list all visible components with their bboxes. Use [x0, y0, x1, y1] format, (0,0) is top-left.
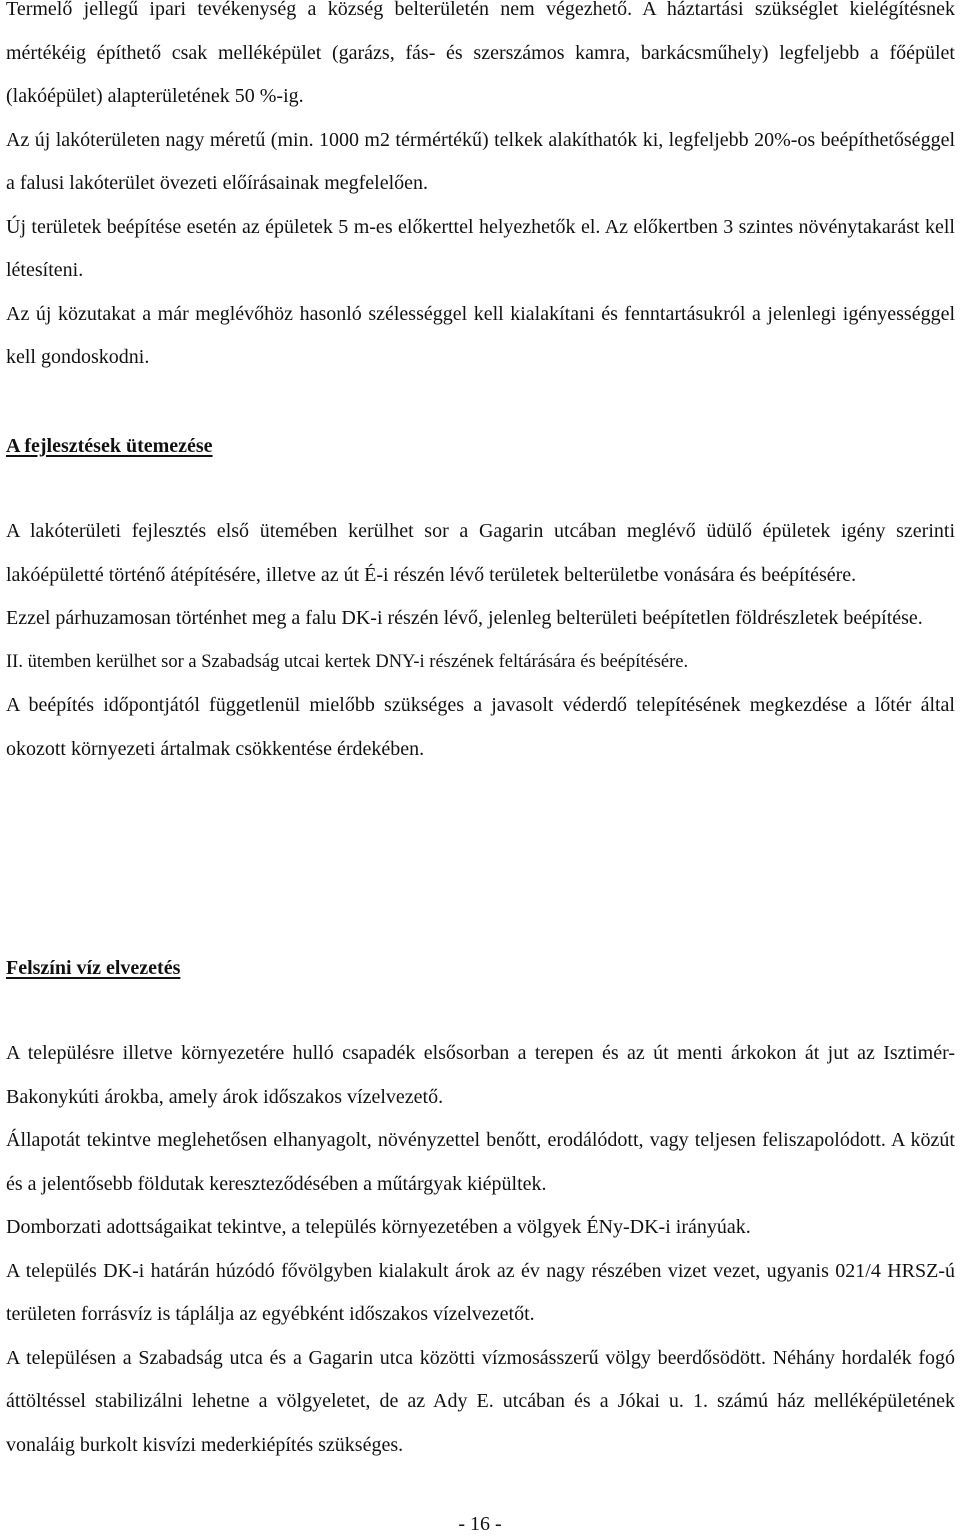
paragraph-plot-sizes: Az új lakóterületen nagy méretű (min. 1000 m2 térmértékű) telkek alakíthatók ki, legfeljebb 20%-os beépíthetőséggel a falusi lakóterület övezeti előírásainak megfelelően.: [6, 128, 955, 194]
paragraph-gully-stabilization: A településen a Szabadság utca és a Gagarin utca közötti vízmosásszerű völgy beerdősödött. Néhány hordalék fogó áttöltéssel stabilizálni lehetne a völgyeletet, de az Ady E. utcában és a Jókai u. 1. számú ház melléképületének vonaláig burkolt kisvízi mederkiépítés szükséges.: [6, 1346, 955, 1456]
surface-water-text: [6, 1032, 955, 1467]
paragraph-protective-forest: A beépítés időpontjától függetlenül mielőbb szükséges a javasolt véderdő telepítésének megkezdése a lőtér által okozott környezeti ártalmak csökkentése érdekében.: [6, 694, 955, 760]
paragraph-valley-orientation: Domborzati adottságaikat tekintve, a település környezetében a völgyek ÉNy-DK-i irányúak.: [6, 1216, 751, 1238]
paragraph-building-rules: Termelő jellegű ipari tevékenység a község belterületén nem végezhető. A háztartási szükséglet kielégítésnek mértékéig építhető csak melléképület (garázs, fás- és szerszámos kamra, barkácsműhely) legfeljebb a főépület (lakóépület) alapterületének 50 %-ig.: [6, 0, 955, 107]
paragraph-second-phase: II. ütemben kerülhet sor a Szabadság utcai kertek DNY-i részének feltárására és beépítésére.: [6, 651, 689, 672]
paragraph-main-valley: A település DK-i határán húzódó fővölgyben kialakult árok az év nagy részében vizet vezet, ugyanis 021/4 HRSZ-ú területen forrásvíz is táplálja az egyébként időszakos vízelvezetőt.: [6, 1259, 955, 1325]
heading-surface-water: Felszíni víz elvezetés: [6, 957, 181, 979]
intro-text: [6, 0, 955, 380]
heading-development-schedule: A fejlesztések ütemezése: [6, 435, 213, 457]
paragraph-ditch-condition: Állapotát tekintve meglehetősen elhanyagolt, növényzettel benőtt, erodálódott, vagy teljesen feliszapolódott. A közút és a jelentősebb földutak kereszteződésében a műtárgyak kiépültek.: [6, 1129, 955, 1195]
paragraph-first-phase: A lakóterületi fejlesztés első ütemében kerülhet sor a Gagarin utcában meglévő üdülő épületek igény szerinti lakóépületté történő átépítésére, illetve az út É-i részén lévő területek belterületbe vonására és beépítésére.: [6, 520, 955, 586]
paragraph-precipitation: A településre illetve környezetére hulló csapadék elsősorban a terepen és az út menti árkokon át jut az Isztimér-Bakonykúti árokba, amely árok időszakos vízelvezető.: [6, 1042, 955, 1108]
paragraph-parallel-development: Ezzel párhuzamosan történhet meg a falu DK-i részén lévő, jelenleg belterületi beépítetlen földrészletek beépítése.: [6, 607, 923, 629]
paragraph-front-gardens: Új területek beépítése esetén az épületek 5 m-es előkerttel helyezhetők el. Az előkertben 3 szintes növénytakarást kell létesíteni.: [6, 215, 955, 281]
schedule-text: [6, 510, 955, 771]
page-number: - 16 -: [458, 1513, 502, 1535]
paragraph-roads: Az új közutakat a már meglévőhöz hasonló szélességgel kell kialakítani és fenntartásukról a jelenlegi igényességgel kell gondoskodni.: [6, 302, 955, 368]
